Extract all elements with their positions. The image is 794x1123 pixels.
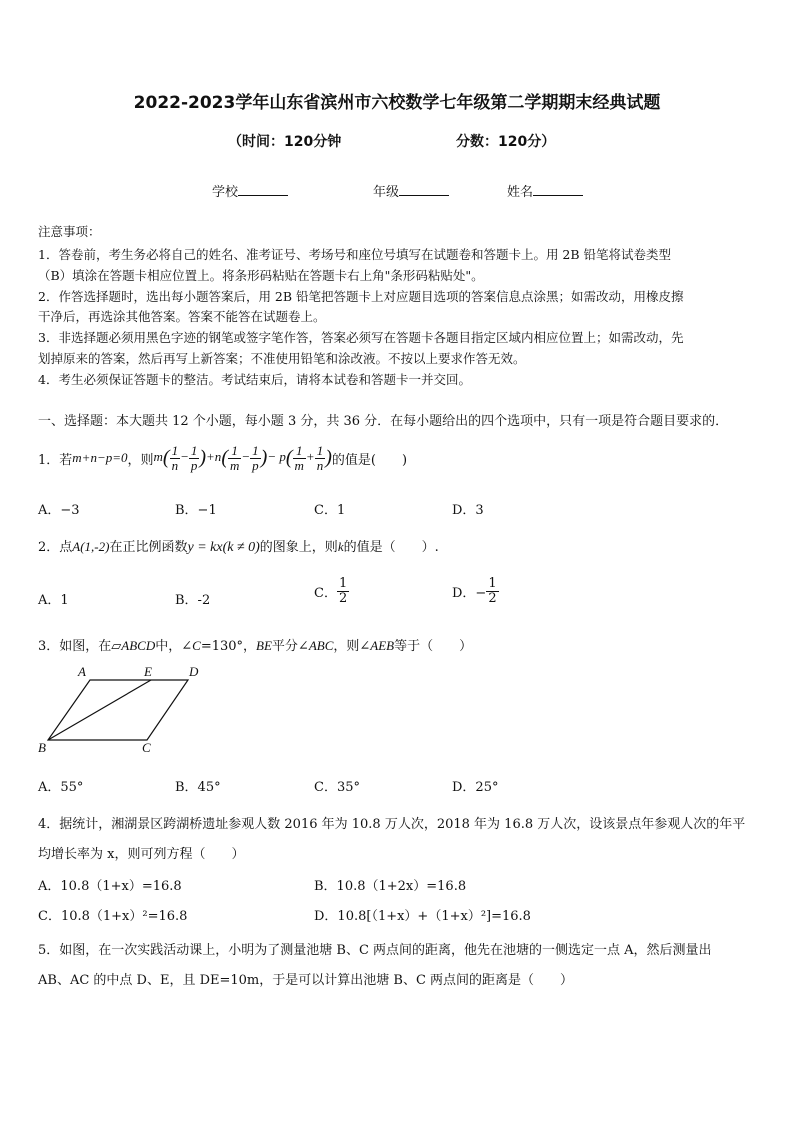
q3-mid2: =130°，: [200, 639, 257, 654]
label-e: E: [144, 664, 152, 679]
exam-title: 2022-2023学年山东省滨州市六校数学七年级第二学期期末经典试题: [133, 93, 661, 113]
label-a: A: [78, 664, 86, 679]
q2-point: A(1,-2): [72, 539, 110, 554]
segment-be: [48, 680, 151, 740]
q2-option-c[interactable]: [314, 577, 349, 605]
q2-option-d-label: D．−: [452, 585, 487, 601]
grade-label: 年级: [373, 185, 400, 200]
q4-option-c[interactable]: C．10.8（1+x）²=16.8: [38, 909, 188, 924]
q1-suffix: 的值是( ): [331, 452, 408, 468]
q2-option-d-fraction: $\frac{1}{2}$: [488, 576, 497, 606]
q3-mid3: 平分∠: [271, 639, 309, 654]
q3-prefix: 3．如图，在▱: [38, 639, 122, 654]
notice-line: 3．非选择题必须用黑色字迹的钢笔或签字笔作答，答案必须写在答题卡各题目指定区域内相应位置上；如需改动，先: [38, 330, 684, 345]
q1-option-b[interactable]: B．−1: [175, 503, 217, 518]
q4-option-b[interactable]: B．10.8（1+2x）=16.8: [314, 879, 467, 894]
question-4-line1: 4．据统计，湘湖景区跨湖桥遗址参观人数 2016 年为 10.8 万人次，2018 年为 16.8 万人次，设该景点年参观人次的年平: [38, 817, 746, 832]
q2-option-c-fraction: $\frac{1}{2}$: [338, 576, 348, 606]
q3-option-d[interactable]: D．25°: [452, 780, 499, 795]
notice-line: 1．答卷前，考生务必将自己的姓名、准考证号、考场号和座位号填写在试题卷和答题卡上。用 2B 铅笔将试卷类型: [38, 247, 672, 262]
q1-expression: m( $\frac{1}{n}$ − $\frac{1}{p}$ )+n( $\frac{1}{m}$ − $\frac{1}{p}$ )− p( $\frac{1}{m}$ + $\frac{1}{n}$ ): [153, 442, 332, 473]
q3-abcd: ABCD: [121, 638, 156, 653]
q1-condition: m+n−p=0: [72, 450, 128, 465]
parallelogram-abcd: [48, 680, 188, 740]
q2-function: y = kx(k ≠ 0): [187, 540, 260, 555]
label-b: B: [38, 740, 46, 755]
name-blank: [533, 183, 583, 196]
notice-line: 2．作答选择题时，选出每小题答案后，用 2B 铅笔把答题卡上对应题目选项的答案信息点涂黑；如需改动，用橡皮擦: [38, 289, 684, 304]
q3-abc: ABC: [308, 638, 334, 653]
q4-option-a[interactable]: A．10.8（1+x）=16.8: [38, 879, 182, 894]
notice-line: 4．考生必须保证答题卡的整洁。考试结束后，请将本试卷和答题卡一并交回。: [38, 372, 471, 387]
q4-option-d[interactable]: D．10.8[（1+x）+（1+x）²]=16.8: [314, 909, 531, 924]
label-c: C: [142, 740, 151, 755]
q1-option-a[interactable]: A．−3: [38, 503, 80, 518]
q1-mid: ，则: [127, 452, 154, 468]
q1-prefix: 1．若: [38, 452, 73, 468]
q3-option-b[interactable]: B．45°: [175, 780, 221, 795]
q3-option-a[interactable]: A．55°: [38, 780, 84, 795]
label-d: D: [189, 664, 199, 679]
exam-score: 分数：120分）: [456, 134, 556, 150]
grade-blank: [399, 183, 449, 196]
q1-option-d[interactable]: D．3: [452, 503, 484, 518]
q3-aeb: AEB: [370, 638, 395, 653]
q2-option-b[interactable]: B．-2: [175, 593, 211, 608]
q2-option-c-label: C．: [314, 585, 337, 601]
question-5-line2: AB、AC 的中点 D、E，且 DE=10m，于是可以计算出池塘 B、C 两点间的距离是（ ）: [38, 973, 574, 988]
school-field: [212, 181, 288, 200]
q3-be: BE: [256, 638, 272, 653]
q2-prefix: 2．点: [38, 540, 73, 555]
question-3: [38, 635, 472, 654]
section-heading: 一、选择题：本大题共 12 个小题，每小题 3 分，共 36 分．在每小题给出的四个选项中，只有一项是符合题目要求的．: [38, 414, 729, 429]
question-1: [38, 438, 407, 478]
q3-c: C: [192, 638, 201, 653]
q1-option-c[interactable]: C．1: [314, 503, 346, 518]
q3-mid4: ，则∠: [333, 639, 371, 654]
q3-mid: 中，∠: [155, 639, 193, 654]
q2-mid: 在正比例函数: [109, 540, 188, 555]
q2-option-d[interactable]: [452, 577, 499, 605]
grade-field: [373, 181, 449, 200]
question-5-line1: 5．如图，在一次实践活动课上，小明为了测量池塘 B、C 两点间的距离，他先在池塘的一侧选定一点 A，然后测量出: [38, 943, 712, 958]
name-field: [507, 181, 583, 200]
q2-suffix: 的值是（ ）.: [343, 540, 439, 555]
question-4-line2: 均增长率为 x，则可列方程（ ）: [38, 847, 245, 862]
q2-k: k: [337, 539, 344, 554]
q2-mid2: 的图象上，则: [259, 540, 338, 555]
name-label: 姓名: [507, 185, 534, 200]
school-label: 学校: [212, 185, 239, 200]
school-blank: [238, 183, 288, 196]
notice-heading: 注意事项：: [38, 224, 101, 239]
notice-line: 划掉原来的答案，然后再写上新答案；不准使用铅笔和涂改液。不按以上要求作答无效。: [38, 351, 526, 366]
q3-option-c[interactable]: C．35°: [314, 780, 360, 795]
question-2: [38, 536, 439, 556]
parallelogram-figure: [30, 660, 210, 760]
q2-option-a[interactable]: A．1: [38, 593, 69, 608]
exam-time: （时间：120分钟: [228, 134, 342, 150]
notice-line: 干净后，再选涂其他答案。答案不能答在试题卷上。: [38, 309, 326, 324]
notice-line: （B）填涂在答题卡相应位置上。将条形码粘贴在答题卡右上角"条形码粘贴处"。: [38, 268, 484, 283]
q3-suffix: 等于（ ）: [394, 639, 473, 654]
